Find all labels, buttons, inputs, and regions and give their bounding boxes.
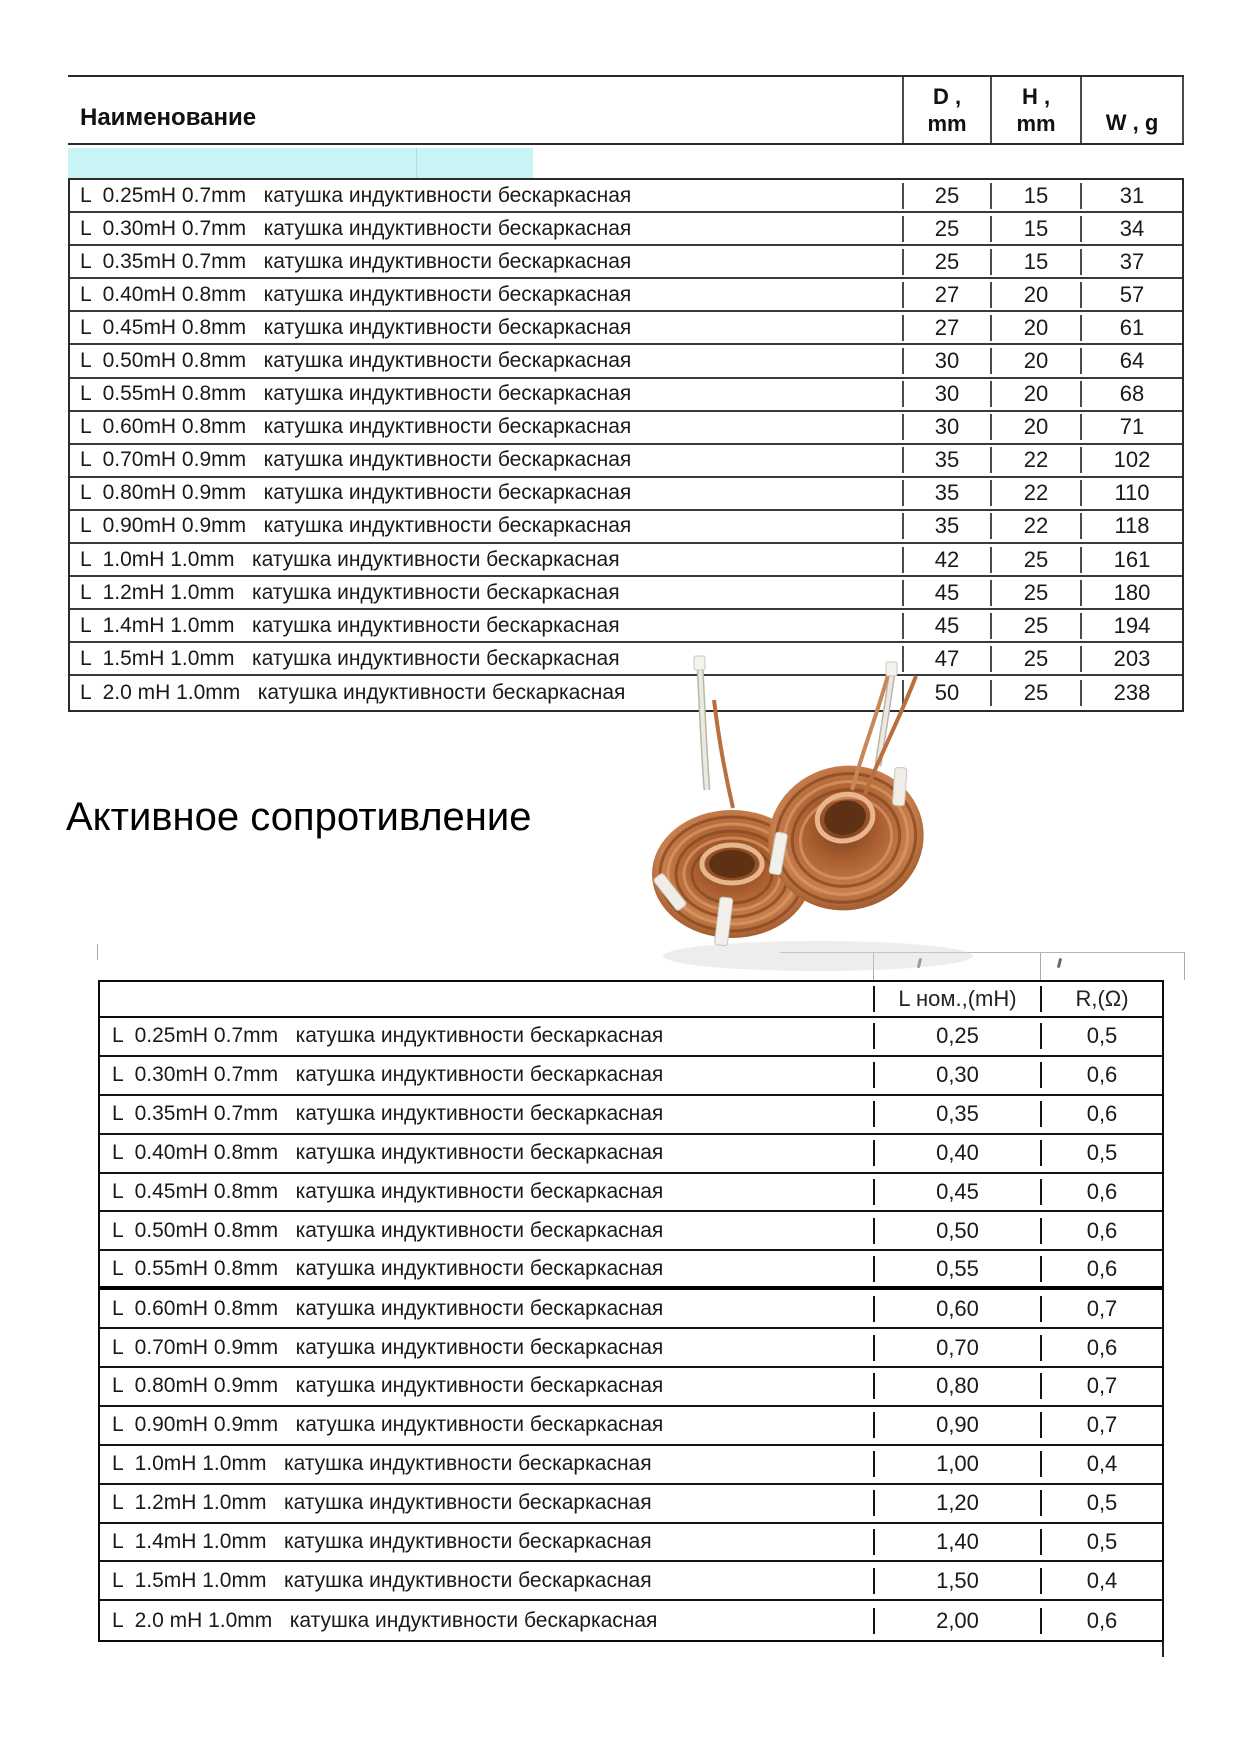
- table-row: [100, 1057, 1162, 1096]
- product-name-cell: L 0.25mH 0.7mm катушка индуктивности бескаркасная: [112, 1024, 664, 1048]
- inductance-cell: 0,90: [873, 1412, 1040, 1438]
- diameter-cell: 25: [902, 216, 990, 242]
- coil-shadow: [663, 941, 973, 971]
- height-cell: 20: [990, 381, 1080, 407]
- resistance-cell: 0,7: [1040, 1296, 1162, 1322]
- resistance-cell: 0,6: [1040, 1101, 1162, 1127]
- column-header-inductance: L ном.,(mH): [873, 986, 1040, 1012]
- diameter-cell: 35: [902, 480, 990, 506]
- product-name-cell: L 0.45mH 0.8mm катушка индуктивности бескаркасная: [80, 315, 632, 339]
- height-cell: 20: [990, 282, 1080, 308]
- table-row: [70, 544, 1182, 577]
- inductance-cell: 1,40: [873, 1529, 1040, 1555]
- weight-cell: 194: [1080, 613, 1182, 639]
- product-name-cell: L 1.2mH 1.0mm катушка индуктивности бескаркасная: [112, 1491, 652, 1515]
- diameter-cell: 25: [902, 249, 990, 275]
- product-name-cell: L 1.5mH 1.0mm катушка индуктивности бескаркасная: [80, 646, 620, 670]
- table-row: [100, 1407, 1162, 1446]
- product-name-cell: L 0.70mH 0.9mm катушка индуктивности бескаркасная: [80, 448, 632, 472]
- diameter-cell: 47: [902, 646, 990, 672]
- resistance-cell: 0,7: [1040, 1373, 1162, 1399]
- inductance-cell: 0,60: [873, 1296, 1040, 1322]
- product-name-cell: L 0.50mH 0.8mm катушка индуктивности бескаркасная: [80, 349, 632, 373]
- inductance-cell: 0,70: [873, 1335, 1040, 1361]
- column-header-resistance: R,(Ω): [1040, 986, 1162, 1012]
- diameter-cell: 45: [902, 580, 990, 606]
- height-cell: 15: [990, 216, 1080, 242]
- dimensions-table: [68, 178, 1184, 712]
- product-name-cell: L 1.0mH 1.0mm катушка индуктивности бескаркасная: [112, 1452, 652, 1476]
- diameter-cell: 27: [902, 315, 990, 341]
- product-name-cell: L 0.30mH 0.7mm катушка индуктивности бескаркасная: [112, 1063, 664, 1087]
- product-name-cell: L 0.30mH 0.7mm катушка индуктивности бескаркасная: [80, 216, 632, 240]
- inductance-cell: 0,25: [873, 1023, 1040, 1049]
- resistance-table: [98, 980, 1164, 1642]
- diameter-cell: 30: [902, 348, 990, 374]
- table-row: [70, 379, 1182, 412]
- product-name-cell: L 0.80mH 0.9mm катушка индуктивности бескаркасная: [80, 481, 632, 505]
- resistance-cell: 0,6: [1040, 1608, 1162, 1634]
- table-row: [70, 345, 1182, 378]
- weight-cell: 71: [1080, 414, 1182, 440]
- height-cell: 20: [990, 348, 1080, 374]
- table-row: [100, 1562, 1162, 1601]
- inductance-cell: 1,20: [873, 1490, 1040, 1516]
- product-name-cell: L 0.80mH 0.9mm катушка индуктивности бескаркасная: [112, 1374, 664, 1398]
- weight-cell: 68: [1080, 381, 1182, 407]
- product-name-cell: L 1.4mH 1.0mm катушка индуктивности бескаркасная: [112, 1530, 652, 1554]
- product-name-cell: L 0.60mH 0.8mm катушка индуктивности бескаркасная: [112, 1296, 664, 1320]
- resistance-cell: 0,6: [1040, 1335, 1162, 1361]
- inductance-cell: 0,40: [873, 1140, 1040, 1166]
- inductance-cell: 1,00: [873, 1451, 1040, 1477]
- resistance-cell: 0,6: [1040, 1256, 1162, 1282]
- diameter-cell: 30: [902, 381, 990, 407]
- inductance-cell: 0,50: [873, 1218, 1040, 1244]
- height-cell: 25: [990, 646, 1080, 672]
- product-name-cell: L 1.4mH 1.0mm катушка индуктивности бескаркасная: [80, 613, 620, 637]
- table-row: [100, 1524, 1162, 1563]
- inductance-cell: 0,55: [873, 1256, 1040, 1282]
- inductance-cell: 0,80: [873, 1373, 1040, 1399]
- product-name-cell: L 0.60mH 0.8mm катушка индуктивности бескаркасная: [80, 415, 632, 439]
- table-row: [100, 1251, 1162, 1290]
- product-name-cell: L 0.40mH 0.8mm катушка индуктивности бескаркасная: [80, 282, 632, 306]
- resistance-table-header: [100, 982, 1162, 1018]
- product-name-cell: L 2.0 mH 1.0mm катушка индуктивности бескаркасная: [112, 1608, 658, 1632]
- cropped-text-artifact: [1057, 958, 1062, 968]
- weight-cell: 118: [1080, 513, 1182, 539]
- product-name-cell: L 0.50mH 0.8mm катушка индуктивности бескаркасная: [112, 1218, 664, 1242]
- table-row: [70, 412, 1182, 445]
- inductance-cell: 0,30: [873, 1062, 1040, 1088]
- table-row: [100, 1446, 1162, 1485]
- table-row: [100, 1485, 1162, 1524]
- inductance-cell: 1,50: [873, 1568, 1040, 1594]
- cropped-line-artifact: [97, 944, 98, 960]
- table-row: [70, 445, 1182, 478]
- weight-cell: 180: [1080, 580, 1182, 606]
- resistance-cell: 0,7: [1040, 1412, 1162, 1438]
- product-name-cell: L 1.5mH 1.0mm катушка индуктивности бескаркасная: [112, 1568, 652, 1592]
- cropped-line-artifact: [1184, 953, 1185, 980]
- height-cell: 25: [990, 680, 1080, 706]
- coil-photo: [628, 642, 1020, 986]
- product-name-cell: L 0.90mH 0.9mm катушка индуктивности бескаркасная: [112, 1413, 664, 1437]
- height-cell: 22: [990, 480, 1080, 506]
- resistance-cell: 0,5: [1040, 1023, 1162, 1049]
- inductance-cell: 0,45: [873, 1179, 1040, 1205]
- diameter-cell: 35: [902, 513, 990, 539]
- dimensions-table-header: [68, 75, 1184, 145]
- height-cell: 25: [990, 580, 1080, 606]
- product-name-cell: L 0.55mH 0.8mm катушка индуктивности бескаркасная: [80, 382, 632, 406]
- table-row: [70, 577, 1182, 610]
- resistance-table-body: [100, 1018, 1162, 1640]
- product-name-cell: L 0.25mH 0.7mm катушка индуктивности бескаркасная: [80, 183, 632, 207]
- product-name-cell: L 0.35mH 0.7mm катушка индуктивности бескаркасная: [112, 1102, 664, 1126]
- height-cell: 25: [990, 613, 1080, 639]
- resistance-cell: 0,5: [1040, 1140, 1162, 1166]
- table-row: [100, 1290, 1162, 1329]
- diameter-cell: 50: [902, 680, 990, 706]
- resistance-cell: 0,6: [1040, 1218, 1162, 1244]
- table-row: [100, 1368, 1162, 1407]
- column-header-height: H , mm: [990, 77, 1080, 143]
- weight-cell: 238: [1080, 680, 1182, 706]
- cropped-line-artifact: [1040, 953, 1041, 980]
- product-name-cell: L 0.70mH 0.9mm катушка индуктивности бескаркасная: [112, 1335, 664, 1359]
- column-header-diameter: D , mm: [902, 77, 990, 143]
- table-row: [100, 1601, 1162, 1640]
- product-name-cell: L 1.0mH 1.0mm катушка индуктивности бескаркасная: [80, 547, 620, 571]
- column-header-weight: W , g: [1080, 77, 1184, 143]
- height-cell: 20: [990, 414, 1080, 440]
- product-name-cell: L 0.45mH 0.8mm катушка индуктивности бескаркасная: [112, 1180, 664, 1203]
- inductance-cell: 0,35: [873, 1101, 1040, 1127]
- table-row: [70, 312, 1182, 345]
- height-cell: 25: [990, 547, 1080, 573]
- product-name-cell: L 2.0 mH 1.0mm катушка индуктивности бескаркасная: [80, 680, 626, 704]
- height-cell: 22: [990, 513, 1080, 539]
- height-cell: 15: [990, 183, 1080, 209]
- product-name-cell: L 0.40mH 0.8mm катушка индуктивности бескаркасная: [112, 1141, 664, 1165]
- table-row: [70, 478, 1182, 511]
- weight-cell: 102: [1080, 447, 1182, 473]
- table-row: [100, 1018, 1162, 1057]
- weight-cell: 57: [1080, 282, 1182, 308]
- table-row: [70, 213, 1182, 246]
- column-header-name: Наименование: [80, 103, 257, 131]
- inductance-cell: 2,00: [873, 1608, 1040, 1634]
- table-row: [70, 180, 1182, 213]
- diameter-cell: 30: [902, 414, 990, 440]
- diameter-cell: 35: [902, 447, 990, 473]
- height-cell: 20: [990, 315, 1080, 341]
- table-row: [70, 511, 1182, 544]
- weight-cell: 61: [1080, 315, 1182, 341]
- table-row: [100, 1212, 1162, 1251]
- weight-cell: 31: [1080, 183, 1182, 209]
- diameter-cell: 42: [902, 547, 990, 573]
- product-name-cell: L 0.35mH 0.7mm катушка индуктивности бескаркасная: [80, 249, 632, 273]
- cropped-line-artifact: [1162, 1641, 1164, 1657]
- weight-cell: 203: [1080, 646, 1182, 672]
- height-cell: 15: [990, 249, 1080, 275]
- diameter-cell: 45: [902, 613, 990, 639]
- resistance-cell: 0,5: [1040, 1529, 1162, 1555]
- section-heading: Активное сопротивление: [66, 795, 532, 839]
- product-name-cell: L 0.90mH 0.9mm катушка индуктивности бескаркасная: [80, 514, 632, 538]
- resistance-cell: 0,6: [1040, 1062, 1162, 1088]
- diameter-cell: 25: [902, 183, 990, 209]
- table-row: [70, 279, 1182, 312]
- weight-cell: 37: [1080, 249, 1182, 275]
- table-row: [70, 610, 1182, 643]
- resistance-cell: 0,4: [1040, 1451, 1162, 1477]
- weight-cell: 110: [1080, 480, 1182, 506]
- resistance-cell: 0,5: [1040, 1490, 1162, 1516]
- height-cell: 22: [990, 447, 1080, 473]
- table-row: [100, 1174, 1162, 1213]
- highlight-band-divider: [416, 148, 417, 178]
- weight-cell: 34: [1080, 216, 1182, 242]
- resistance-cell: 0,6: [1040, 1179, 1162, 1205]
- diameter-cell: 27: [902, 282, 990, 308]
- table-row: [100, 1329, 1162, 1368]
- weight-cell: 161: [1080, 547, 1182, 573]
- table-row: [100, 1096, 1162, 1135]
- weight-cell: 64: [1080, 348, 1182, 374]
- table-row: [70, 246, 1182, 279]
- product-name-cell: L 0.55mH 0.8mm катушка индуктивности бескаркасная: [112, 1256, 664, 1280]
- product-name-cell: L 1.2mH 1.0mm катушка индуктивности бескаркасная: [80, 580, 620, 604]
- highlight-band: [68, 148, 533, 178]
- resistance-cell: 0,4: [1040, 1568, 1162, 1594]
- table-row: [100, 1135, 1162, 1174]
